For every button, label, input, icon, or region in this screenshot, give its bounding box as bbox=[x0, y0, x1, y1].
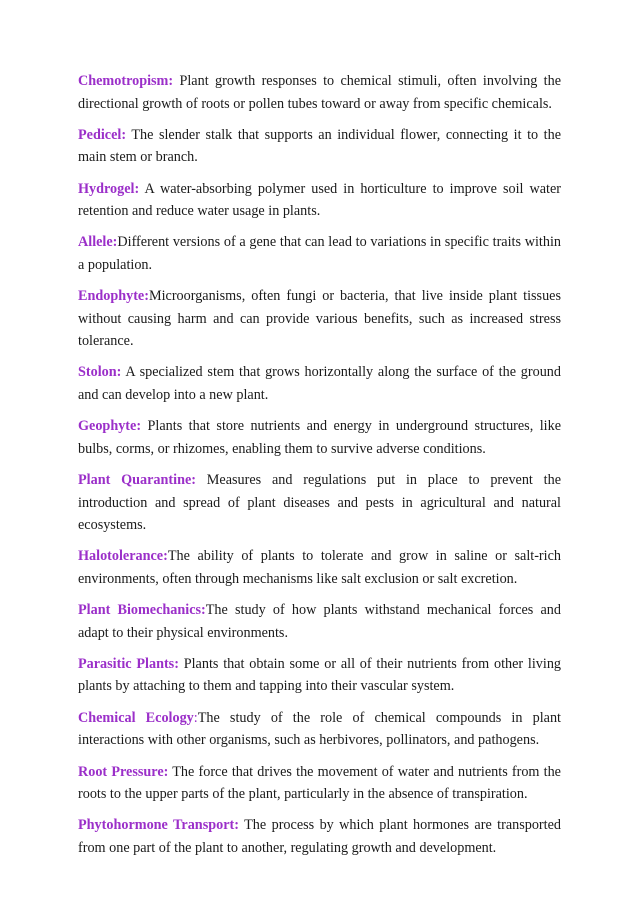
glossary-entry-chemotropism bbox=[78, 70, 561, 115]
glossary-definition: Plant growth responses to chemical stimuli, often involving the directional growth of roots or pollen tubes toward or away from specific chemicals. bbox=[78, 73, 561, 112]
glossary-entry-chemical-ecology bbox=[78, 707, 561, 752]
glossary-entry-plant-quarantine bbox=[78, 469, 561, 537]
glossary-definition: The ability of plants to tolerate and grow in saline or salt-rich environments, often through mechanisms like salt exclusion or salt excretion. bbox=[78, 548, 561, 587]
glossary-definition: The study of how plants withstand mechanical forces and adapt to their physical environments. bbox=[78, 602, 561, 641]
glossary-term: Plant Biomechanics: bbox=[78, 602, 206, 619]
glossary-term: Plant Quarantine: bbox=[78, 472, 196, 489]
glossary-term: Stolon: bbox=[78, 364, 122, 381]
glossary-entry-plant-biomechanics bbox=[78, 599, 561, 644]
glossary-definition: A water-absorbing polymer used in horticulture to improve soil water retention and reduce water usage in plants. bbox=[78, 180, 561, 220]
glossary-definition: Different versions of a gene that can lead to variations in specific traits within a population. bbox=[78, 234, 561, 273]
glossary-entry-phytohormone-transport bbox=[78, 814, 561, 859]
glossary-term: Endophyte: bbox=[78, 288, 149, 305]
glossary-entry-hydrogel bbox=[78, 178, 561, 223]
glossary-term: Chemical Ecology bbox=[78, 709, 194, 726]
glossary-definition: The process by which plant hormones are transported from one part of the plant to another, regulating growth and development. bbox=[78, 817, 561, 856]
glossary-entry-pedicel bbox=[78, 124, 561, 169]
glossary-definition: Measures and regulations put in place to prevent the introduction and spread of plant diseases and pests in agricultural and natural ecosystems. bbox=[78, 472, 561, 534]
glossary-term: Chemotropism: bbox=[78, 73, 174, 89]
glossary-term: Halotolerance: bbox=[78, 548, 168, 565]
glossary-term: Parasitic Plants: bbox=[78, 655, 179, 672]
glossary-term: Hydrogel: bbox=[78, 180, 140, 197]
glossary-entry-geophyte bbox=[78, 415, 561, 460]
glossary-term: Pedicel: bbox=[78, 126, 127, 143]
glossary-term: Geophyte: bbox=[78, 418, 142, 435]
glossary-definition: Microorganisms, often fungi or bacteria, that live inside plant tissues without causing harm and can provide various benefits, such as increased stress tolerance. bbox=[78, 288, 561, 350]
glossary-entry-parasitic-plants bbox=[78, 653, 561, 698]
glossary-term: Allele: bbox=[78, 234, 118, 251]
glossary-definition: The force that drives the movement of water and nutrients from the roots to the upper parts of the plant, particularly in the absence of transpiration. bbox=[78, 763, 561, 803]
glossary-entry-allele bbox=[78, 231, 561, 276]
glossary-term: Root Pressure: bbox=[78, 763, 169, 780]
glossary-term: Phytohormone Transport: bbox=[78, 817, 239, 834]
glossary-definition: The slender stalk that supports an individual flower, connecting it to the main stem or branch. bbox=[78, 126, 561, 166]
glossary-definition: Plants that store nutrients and energy in underground structures, like bulbs, corms, or rhizomes, enabling them to survive adverse conditions. bbox=[78, 418, 561, 457]
glossary-entry-halotolerance bbox=[78, 545, 561, 590]
glossary-term-separator: : bbox=[193, 709, 198, 726]
glossary-page bbox=[78, 70, 561, 868]
glossary-definition: A specialized stem that grows horizontally along the surface of the ground and can develop into a new plant. bbox=[78, 364, 561, 403]
glossary-definition: The study of the role of chemical compounds in plant interactions with other organisms, such as herbivores, pollinators, and pathogens. bbox=[78, 709, 561, 749]
glossary-entry-endophyte bbox=[78, 285, 561, 353]
glossary-entry-root-pressure bbox=[78, 761, 561, 806]
glossary-definition: Plants that obtain some or all of their nutrients from other living plants by attaching to them and tapping into their vascular system. bbox=[78, 655, 562, 695]
glossary-entry-stolon bbox=[78, 361, 561, 406]
